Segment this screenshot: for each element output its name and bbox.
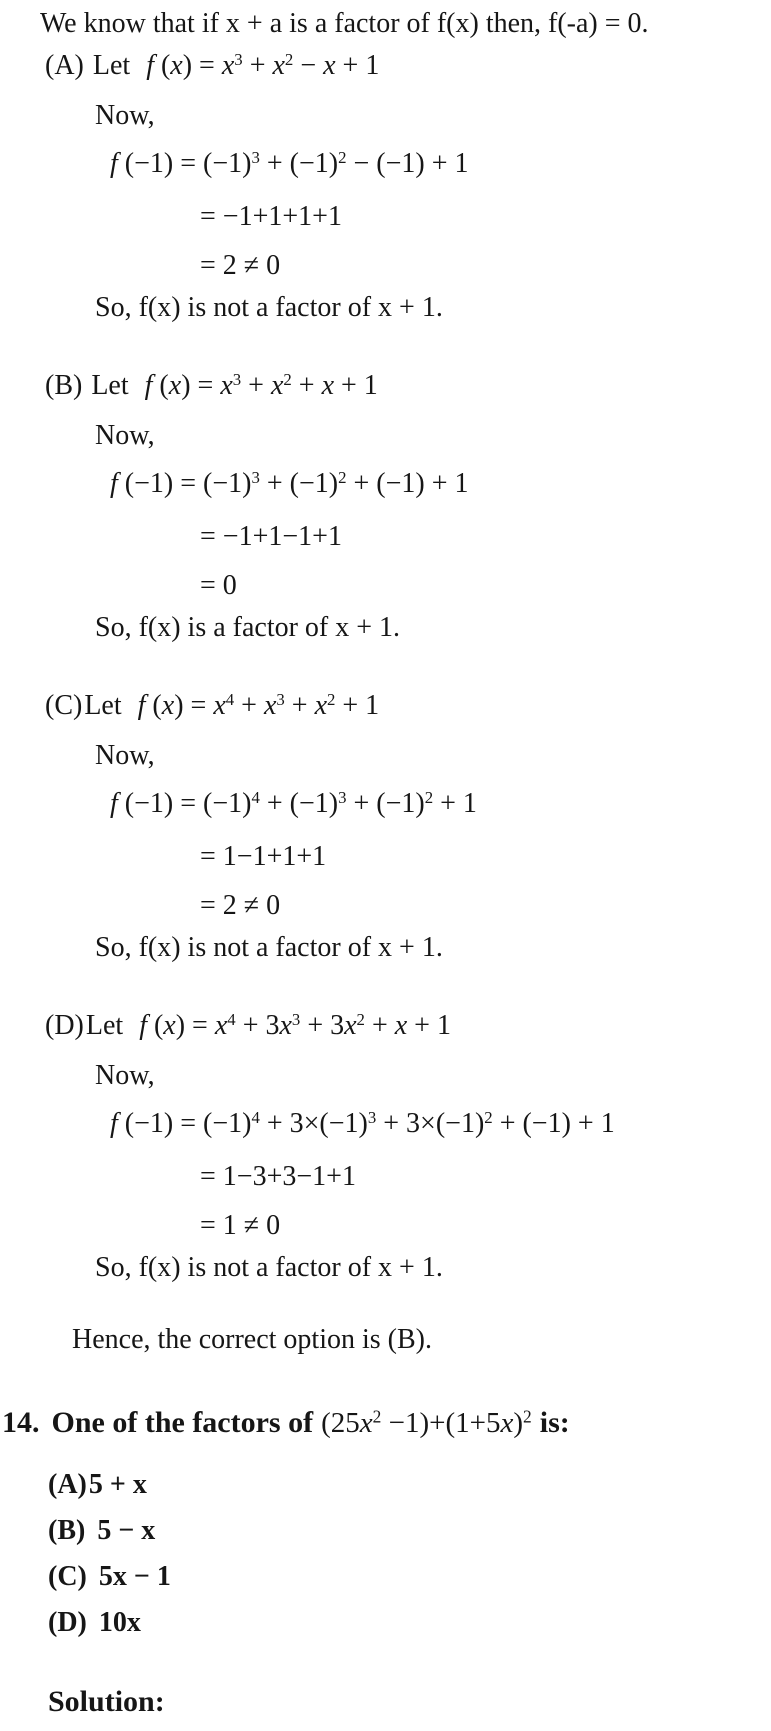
now-label: Now, [95, 100, 155, 131]
function-definition: f $(x) = x^3 + x^2 + x + 1$ [144, 369, 378, 401]
answer-option-b [48, 1514, 771, 1548]
part-b-definition-line [45, 366, 771, 406]
part-a-definition-line [45, 46, 771, 86]
evaluation-equation: f $(-1) = (-1)^3 + (-1)^2 - (-1) + 1$ [110, 147, 469, 179]
evaluation-equation: f $(-1) = (-1)^3 + (-1)^2 + (-1) + 1$ [110, 467, 469, 499]
result-step: = 1 ≠ 0 [200, 1210, 281, 1241]
option-value: 10x [98, 1607, 141, 1638]
question-number: 14. [2, 1406, 40, 1439]
option-label: (D) [48, 1607, 87, 1638]
part-label: (D) [45, 1010, 84, 1041]
question-suffix: is: [539, 1406, 570, 1439]
now-label: Now, [95, 420, 155, 451]
option-label: (A) [48, 1469, 87, 1500]
function-definition: f $(x) = x^3 + x^2 - x + 1$ [146, 49, 380, 81]
factor-theorem-statement: We know that if x + a is a factor of f(x) then, f(-a) = 0. [40, 8, 649, 39]
let-keyword: Let [84, 690, 122, 721]
let-keyword: Let [92, 50, 131, 81]
simplification-step: = 1−1+1+1 [200, 841, 327, 872]
part-label: (C) [45, 690, 83, 721]
now-label: Now, [95, 740, 155, 771]
question-text: One of the factors of [51, 1406, 314, 1439]
let-keyword: Let [91, 370, 129, 401]
function-definition: f $(x) = x^4 + x^3 + x^2 + 1$ [137, 689, 380, 721]
option-value: 5 + x [88, 1469, 147, 1500]
part-c-definition-line [45, 686, 771, 726]
question-14-heading [2, 1398, 771, 1448]
solution-part-d [0, 1006, 771, 1286]
function-definition: f $(x) = x^4 + 3x^3 + 3x^2 + x + 1$ [139, 1009, 451, 1041]
evaluation-equation: f $(-1) = (-1)^4 + (-1)^3 + (-1)^2 + 1$ [110, 787, 477, 819]
result-step: = 2 ≠ 0 [200, 250, 281, 281]
let-keyword: Let [85, 1010, 124, 1041]
option-value: 5 − x [97, 1515, 156, 1546]
solution-part-a [0, 46, 771, 326]
option-label: (B) [48, 1515, 86, 1546]
simplification-step: = −1+1−1+1 [200, 521, 342, 552]
part-label: (B) [45, 370, 83, 401]
question-expression: $(25x^2 -1)+(1+5x)^2$ [321, 1406, 532, 1439]
option-value: 5x − 1 [98, 1561, 171, 1592]
simplification-step: = −1+1+1+1 [200, 201, 342, 232]
conclusion-text: So, f(x) is a factor of x + 1. [95, 612, 401, 643]
conclusion-text: So, f(x) is not a factor of x + 1. [95, 1252, 443, 1283]
part-label: (A) [45, 50, 84, 81]
final-answer-statement: Hence, the correct option is (B). [72, 1324, 432, 1355]
question-14 [0, 1398, 771, 1720]
conclusion-text: So, f(x) is not a factor of x + 1. [95, 932, 443, 963]
solution-heading: Solution: [48, 1685, 165, 1718]
simplification-step: = 1−3+3−1+1 [200, 1161, 356, 1192]
answer-option-d [48, 1606, 771, 1640]
result-step: = 0 [200, 570, 237, 601]
part-d-definition-line [45, 1006, 771, 1046]
answer-option-a [48, 1468, 771, 1502]
result-step: = 2 ≠ 0 [200, 890, 281, 921]
solution-part-b [0, 366, 771, 646]
answer-option-c [48, 1560, 771, 1594]
solution-part-c [0, 686, 771, 966]
evaluation-equation: f $(-1) = (-1)^4 + 3\times(-1)^3 + 3\times(-1)^2 + (-1) + 1$ [110, 1107, 615, 1139]
option-label: (C) [48, 1561, 87, 1592]
now-label: Now, [95, 1060, 155, 1091]
conclusion-text: So, f(x) is not a factor of x + 1. [95, 292, 443, 323]
